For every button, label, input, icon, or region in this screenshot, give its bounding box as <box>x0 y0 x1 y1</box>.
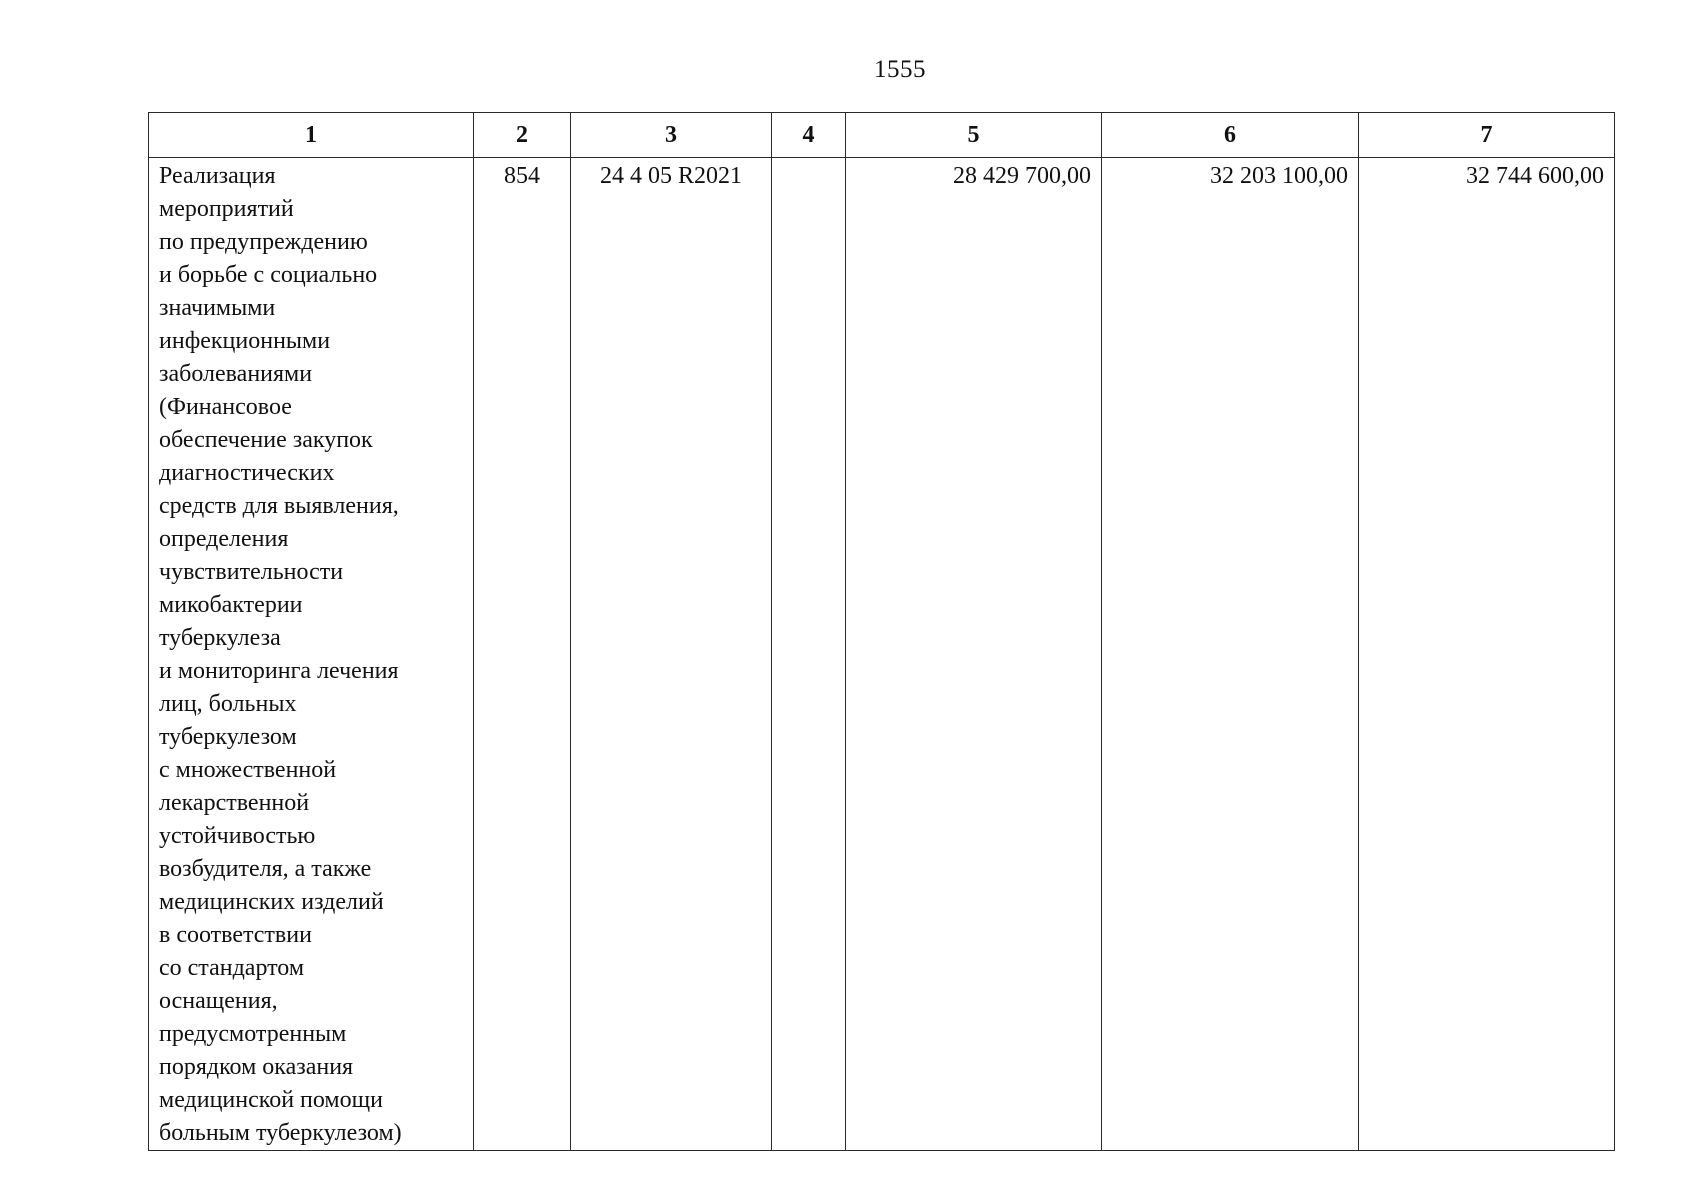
item-name-line: заболеваниями <box>159 361 313 387</box>
item-name-line: предусмотренным <box>159 1021 347 1047</box>
item-name-line: по предупреждению <box>159 229 368 255</box>
cell-col-3: 24 4 05 R2021 <box>571 158 772 1151</box>
item-name-line: лекарственной <box>159 790 310 816</box>
item-name-line: туберкулезом <box>159 724 297 750</box>
item-name-line: обеспечение закупок <box>159 427 373 453</box>
item-name-line: определения <box>159 526 289 552</box>
page-number: 1555 <box>874 56 926 83</box>
item-name-line: в соответствии <box>159 922 312 948</box>
item-name-line: диагностических <box>159 460 335 486</box>
header-col-5: 5 <box>846 113 1102 158</box>
cell-col-7: 32 744 600,00 <box>1359 158 1615 1151</box>
item-name-line: устойчивостью <box>159 823 316 849</box>
item-name-line: микобактерии <box>159 592 303 618</box>
item-name-line: туберкулеза <box>159 625 281 651</box>
cell-col-5: 28 429 700,00 <box>846 158 1102 1151</box>
cell-col-4 <box>772 158 846 1151</box>
item-name-line: Реализация <box>159 163 276 189</box>
budget-table <box>148 112 1615 1151</box>
item-name-line: и борьбе с социально <box>159 262 378 288</box>
item-name-line: лиц, больных <box>159 691 297 717</box>
item-name-line: мероприятий <box>159 196 294 222</box>
header-col-4: 4 <box>772 113 846 158</box>
table-row <box>149 158 1615 1151</box>
cell-col-2: 854 <box>474 158 571 1151</box>
cell-col-6: 32 203 100,00 <box>1102 158 1359 1151</box>
item-name-line: с множественной <box>159 757 337 783</box>
header-col-2: 2 <box>474 113 571 158</box>
header-col-6: 6 <box>1102 113 1359 158</box>
item-name-line: чувствительности <box>159 559 344 585</box>
header-row <box>149 113 1615 158</box>
header-col-3: 3 <box>571 113 772 158</box>
item-name-line: медицинских изделий <box>159 889 384 915</box>
header-col-7: 7 <box>1359 113 1615 158</box>
item-name-line: медицинской помощи <box>159 1087 383 1113</box>
item-name-line: (Финансовое <box>159 394 292 420</box>
item-name-line: и мониторинга лечения <box>159 658 399 684</box>
item-name-line: инфекционными <box>159 328 331 354</box>
item-name-cell <box>149 158 474 1151</box>
item-name-line: порядком оказания <box>159 1054 354 1080</box>
item-name-line: средств для выявления, <box>159 493 399 519</box>
item-name-line: возбудителя, а также <box>159 856 372 882</box>
header-col-1: 1 <box>149 113 474 158</box>
item-name-line: значимыми <box>159 295 276 321</box>
item-name-line: больным туберкулезом) <box>159 1120 402 1146</box>
item-name-line: оснащения, <box>159 988 278 1014</box>
item-name-line: со стандартом <box>159 955 305 981</box>
